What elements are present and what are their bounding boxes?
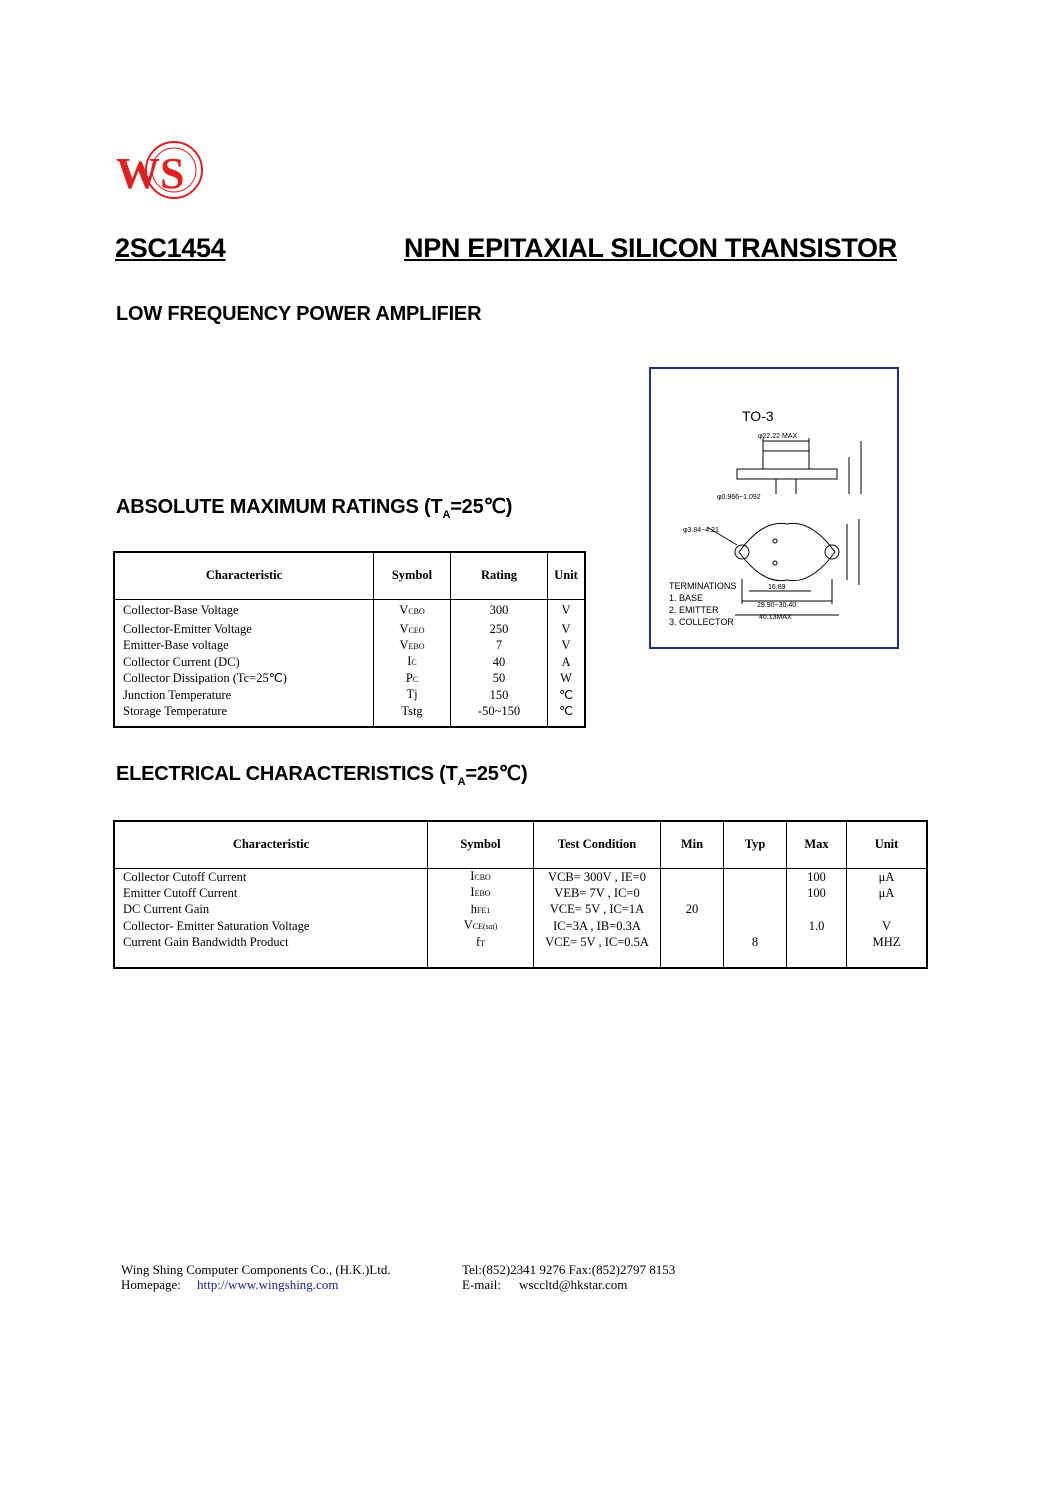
table-row [114,654,585,670]
table-row [114,622,585,638]
table-row [114,704,585,720]
unit-cell: μA [847,869,928,886]
symbol-cell [374,600,451,622]
typ-cell [724,885,787,901]
characteristic-cell: Collector-Base Voltage [123,603,239,618]
characteristic-cell: Collector- Emitter Saturation Voltage [123,918,310,933]
unit-cell: ℃ [548,704,586,720]
symbol-main: f [475,934,481,949]
table-row [114,720,585,727]
table-row [114,671,585,687]
table-row [114,951,927,968]
symbol-cell [428,902,534,918]
symbol-main: V [399,602,409,617]
email-address[interactable]: wsccltd@hkstar.com [519,1277,628,1292]
rating-cell: 7 [451,638,548,654]
min-cell [661,935,724,951]
unit-cell: ℃ [548,687,586,703]
typ-cell [724,869,787,886]
dim-top: φ22.22 MAX [758,433,798,440]
symbol-sub: EBO [408,641,425,651]
symbol-main: V [399,637,409,652]
symbol-sub: T [480,938,486,948]
termination-2: 2. EMITTER [669,605,719,615]
symbol-sub: CEO [408,625,425,635]
min-cell [661,918,724,934]
unit-cell: V [548,600,586,622]
unit-cell: A [548,654,586,670]
test-condition-cell: IC=3A , IB=0.3A [534,918,661,934]
rating-cell: -50~150 [451,704,548,720]
min-cell [661,885,724,901]
rating-cell: 50 [451,671,548,687]
electrical-table [113,820,928,969]
symbol-cell [374,671,451,687]
symbol-sub: CBO [474,873,491,882]
col-typ: Typ [724,821,787,869]
unit-cell: V [548,622,586,638]
to3-package-drawing [651,369,897,647]
symbol-main: V [463,918,473,933]
unit-cell [847,902,928,918]
table-row [114,600,585,622]
typ-cell [724,902,787,918]
col-rating: Rating [451,552,548,600]
symbol-cell [374,687,451,703]
characteristic-cell: Junction Temperature [123,687,232,702]
characteristic-cell: Storage Temperature [123,704,228,719]
typ-cell: 8 [724,935,787,951]
device-description: NPN EPITAXIAL SILICON TRANSISTOR [404,233,897,263]
logo-text: WS [116,149,185,198]
symbol-main: V [399,621,409,636]
col-test-condition: Test Condition [534,821,661,869]
package-top-view [707,519,859,615]
symbol-cell [428,885,534,901]
dim-pin: φ0.966~1.092 [717,494,761,501]
company-name: Wing Shing Computer Components Co., (H.K.)Ltd. [121,1262,391,1277]
dim-hole: φ3.84~4.21 [683,527,719,534]
characteristic-cell: DC Current Gain [123,902,210,917]
rating-cell: 300 [451,600,548,622]
table-row [114,902,927,918]
symbol-cell [428,869,534,886]
rating-cell: 250 [451,622,548,638]
test-condition-cell: VCB= 300V , IE=0 [534,869,661,886]
unit-cell: V [548,638,586,654]
max-cell: 1.0 [787,918,847,934]
table-row [114,885,927,901]
unit-cell: μA [847,885,928,901]
table-row [114,918,927,934]
symbol-main: Tstg [401,703,423,718]
table-row [114,638,585,654]
termination-3: 3. COLLECTOR [669,617,734,627]
col-unit: Unit [548,552,586,600]
package-name: TO-3 [742,408,774,424]
unit-cell: MHZ [847,935,928,951]
characteristic-cell: Collector Current (DC) [123,654,240,669]
table-row [114,935,927,951]
symbol-sub: CBO [408,606,425,616]
table-row [114,687,585,703]
table-row [114,869,927,886]
symbol-sub: CE(sat) [472,922,498,932]
min-cell [661,869,724,886]
symbol-sub: C [412,674,419,684]
abs-max-title: ABSOLUTE MAXIMUM RATINGS $(T_A=25℃)$ [116,496,513,521]
col-characteristic: Characteristic [114,552,374,600]
col-symbol: Symbol [428,821,534,869]
test-condition-cell: VCE= 5V , IC=1A [534,902,661,918]
rating-cell: 40 [451,654,548,670]
symbol-cell [374,638,451,654]
symbol-main: P [405,670,413,685]
unit-cell: W [548,671,586,687]
symbol-sub: FE1 [476,905,491,915]
email-label: E-mail: [462,1277,501,1292]
test-condition-cell: VCE= 5V , IC=0.5A [534,935,661,951]
typ-cell [724,918,787,934]
symbol-cell [374,622,451,638]
col-symbol: Symbol [374,552,451,600]
unit-cell: V [847,918,928,934]
abs-max-table [113,551,586,728]
max-cell: 100 [787,869,847,886]
symbol-main: I [470,885,475,900]
symbol-cell [374,704,451,720]
tel-fax: Tel:(852)2341 9276 Fax:(852)2797 8153 [462,1262,676,1277]
max-cell [787,902,847,918]
characteristic-cell: Collector-Emitter Voltage [123,622,252,636]
symbol-main: Tj [406,687,418,702]
col-characteristic: Characteristic [114,821,428,869]
package-side-view [737,438,861,494]
dim-hole-spacing: 29.90~30.40 [757,602,797,609]
symbol-cell [428,918,534,934]
homepage-link[interactable]: http://www.wingshing.com [197,1277,339,1292]
max-cell [787,935,847,951]
characteristic-cell: Emitter Cutoff Current [123,885,238,900]
terminations-title: TERMINATIONS [669,581,737,591]
test-condition-cell: VEB= 7V , IC=0 [534,885,661,901]
symbol-main: I [470,869,475,883]
symbol-main: h [470,901,477,916]
max-cell: 100 [787,885,847,901]
symbol-sub: C [411,658,417,668]
characteristic-cell: Emitter-Base voltage [123,638,229,653]
termination-1: 1. BASE [669,593,704,603]
company-logo [112,136,210,206]
homepage-label: Homepage: [121,1277,181,1292]
symbol-main: I [407,654,412,669]
characteristic-cell: Collector Cutoff Current [123,869,247,884]
part-number: 2SC1454 [115,233,226,263]
col-min: Min [661,821,724,869]
rating-cell: 150 [451,687,548,703]
electrical-title: ELECTRICAL CHARACTERISTICS $(T_A=25℃)$ [116,763,528,788]
dim-length: 40.13MAX [759,614,792,621]
symbol-sub: EBO [474,889,491,899]
characteristic-cell: Collector Dissipation (Tc=25℃) [123,671,287,686]
dim-pin-spacing: 16.89 [768,584,786,591]
min-cell: 20 [661,902,724,918]
col-max: Max [787,821,847,869]
characteristic-cell: Current Gain Bandwidth Product [123,935,289,950]
symbol-cell [428,935,534,951]
symbol-cell [374,654,451,670]
col-unit: Unit [847,821,928,869]
application-subtitle: LOW FREQUENCY POWER AMPLIFIER [116,303,482,325]
